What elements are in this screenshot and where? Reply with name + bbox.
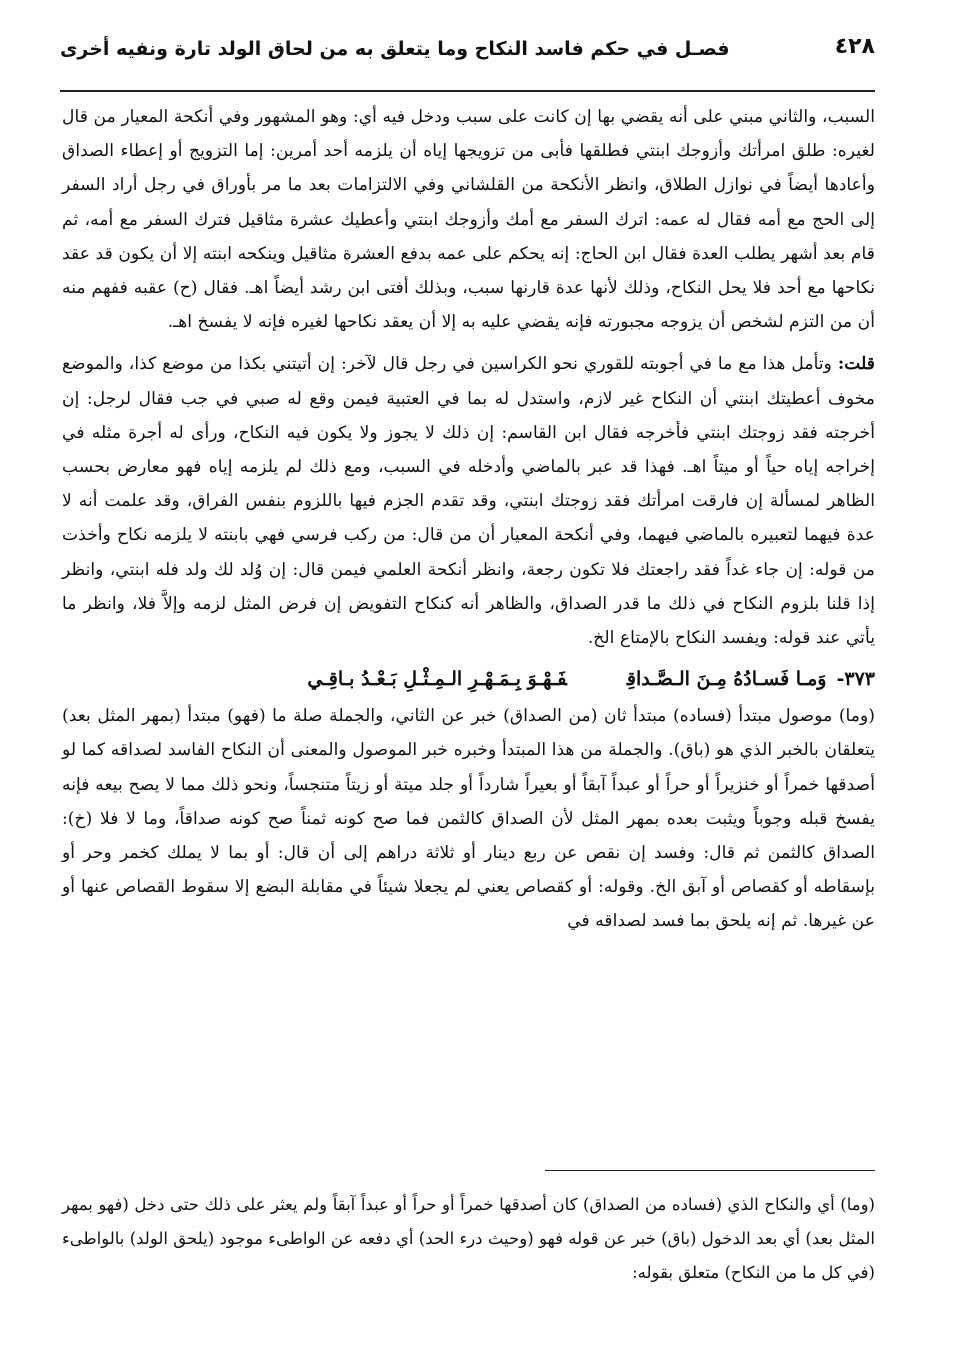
verse-line bbox=[62, 659, 875, 699]
paragraph-text: وتأمل هذا مع ما في أجوبته للقوري نحو الكراسين في رجل قال لآخر: إن أتيتني بكذا من موضع كذا، والموضع مخوف أعطيتك ابنتي أن النكاح غير لازم، واستدل له بما في العتبية فيمن وقع له صبي في جب فقال لرجل: إن أخرجته فقد زوجتك ابنتي فأخرجه فقال ابن القاسم: إن ذلك لا يجوز ولا يكون فيه النكاح، ورأى له أجرة مثله في إخراجه إياه حياً أو ميتاً اهـ. فهذا قد عبر بالماضي وأدخله في السبب، ومع ذلك لم يلزمه إياه فهو معارض بحسب الظاهر لمسألة إن فارقت امرأتك فقد زوجتك ابنتي، وقد تقدم الجزم فيها باللزوم بنفس الفراق، وقد علمت أنه لا عدة فيهما لتعبيره بالماضي فيهما، وفي أنكحة المعيار أن من قال: من ركب فرسي فهي بابنته لا يلزمه نكاح وأخذت من قوله: إن جاء غداً فقد راجعتك فلا تكون رجعة، وانظر أنكحة العلمي فيمن قال: إن وُلد لك ولد فله ابنتي، وانظر إذا قلنا بلزوم النكاح في ذلك ما قدر الصداق، والظاهر أنه كنكاح التفويض إن فرض المثل لزمه وإلاَّ فلا، وانظر ما يأتي عند قوله: ويفسد النكاح بالإمتاع الخ. bbox=[62, 354, 875, 649]
header-rule bbox=[60, 90, 875, 92]
verse-first-hemistich: وَمـا فَسـادُهُ مِـنَ الـصَّـداقِ bbox=[626, 668, 827, 691]
chapter-title: فصـل في حكم فاسد النكاح وما يتعلق به من لحاق الولد تارة ونفيه أخرى bbox=[60, 38, 730, 60]
paragraph: (وما) موصول مبتدأ (فساده) مبتدأ ثان (من الصداق) خبر عن الثاني، والجملة صلة ما (فهو) مبتدأ (بمهر المثل بعد) يتعلقان بالخبر الذي هو (باق). والجملة من هذا المبتدأ وخبره خبر الموصول والمعنى أن النكاح الفاسد لصداقه كما لو أصدقها خمراً أو خنزيراً أو حراً أو عبداً آبقاً أو بعيراً شارداً أو جلد ميتة أو زيتاً متنجساً، ونحو ذلك مما لا يصح بيعه فإنه يفسخ قبله وجوباً ويثبت بعده بمهر المثل لأن الصداق كالثمن فما صح كونه ثمناً صح كونه صداقاً، وما لا فلا (خ): الصداق كالثمن ثم قال: وفسد إن نقص عن ربع دينار أو ثلاثة دراهم إلى أن قال: أو بما لا يملك كخمر وحر أو بإسقاطه أو كقصاص أو آبق الخ. وقوله: أو كقصاص يعني لم يجعلا شيئاً في مقابلة البضع إلا سقوط القصاص عنها أو عن غيرها. ثم إنه يلحق بما فسد لصداقه في bbox=[62, 706, 875, 932]
main-text bbox=[62, 100, 875, 939]
footnote bbox=[62, 1188, 875, 1290]
footnote-rule bbox=[545, 1170, 875, 1171]
paragraph: السبب، والثاني مبني على أنه يقضي بها إن كانت على سبب ودخل فيه أي: وهو المشهور وفي أنكحة المعيار من قال لغيره: طلق امرأتك وأزوجك ابنتي فطلقها فأبى من تزويجها إياه أن يلزمه أحد أمرين: إما التزويج أو إعطاء الصداق وأعادها أيضاً في نوازل الطلاق، وانظر الأنكحة من القلشاني وفي الالتزامات بعد ما مر بأوراق في رجل أراد السفر إلى الحج مع أمه فقال له عمه: اترك السفر مع أمك وأزوجك ابنتي وأعطيك عشرة مثاقيل فترك السفر مع أمه، ثم قام بعد أشهر يطلب العدة فقال ابن الحاج: إنه يحكم على عمه بدفع العشرة مثاقيل وينكحه ابنته إلا أن يكون قد عقد نكاحها مع أحد فلا يحل النكاح، وذلك لأنها عدة قارنها سبب، وبذلك أفتى ابن رشد أيضاً اهـ. فقال (ح) عقبه ففهم منه أن من التزم لشخص أن يزوجه مجبورته فإنه يقضي عليه به إلا أن يعقد نكاحها لغيره فإنه لا يفسخ اهـ. bbox=[62, 107, 875, 333]
page-number: ٤٢٨ bbox=[834, 34, 875, 59]
running-header bbox=[60, 34, 875, 80]
qultu-label: قلت: bbox=[837, 354, 875, 375]
verse-number: ٣٧٣- bbox=[836, 668, 875, 691]
paragraph bbox=[62, 347, 875, 655]
footnote-text: (وما) أي والنكاح الذي (فساده من الصداق) كان أصدقها خمراً أو حراً أو عبداً آبقاً ولم يعثر على ذلك حتى دخل (فهو بمهر المثل بعد) أي بعد الدخول (باق) خبر عن قوله فهو (وحيث درء الحد) أي دفعه عن الواطىء موجود (يلحق الولد) بالواطىء (في كل ما من النكاح) متعلق بقوله: bbox=[62, 1195, 875, 1282]
verse-second-hemistich: فَـهْـوَ بِـمَـهْـرِ الـمِـثْـلِ بَـعْـدُ بـاقِـي bbox=[307, 668, 567, 691]
